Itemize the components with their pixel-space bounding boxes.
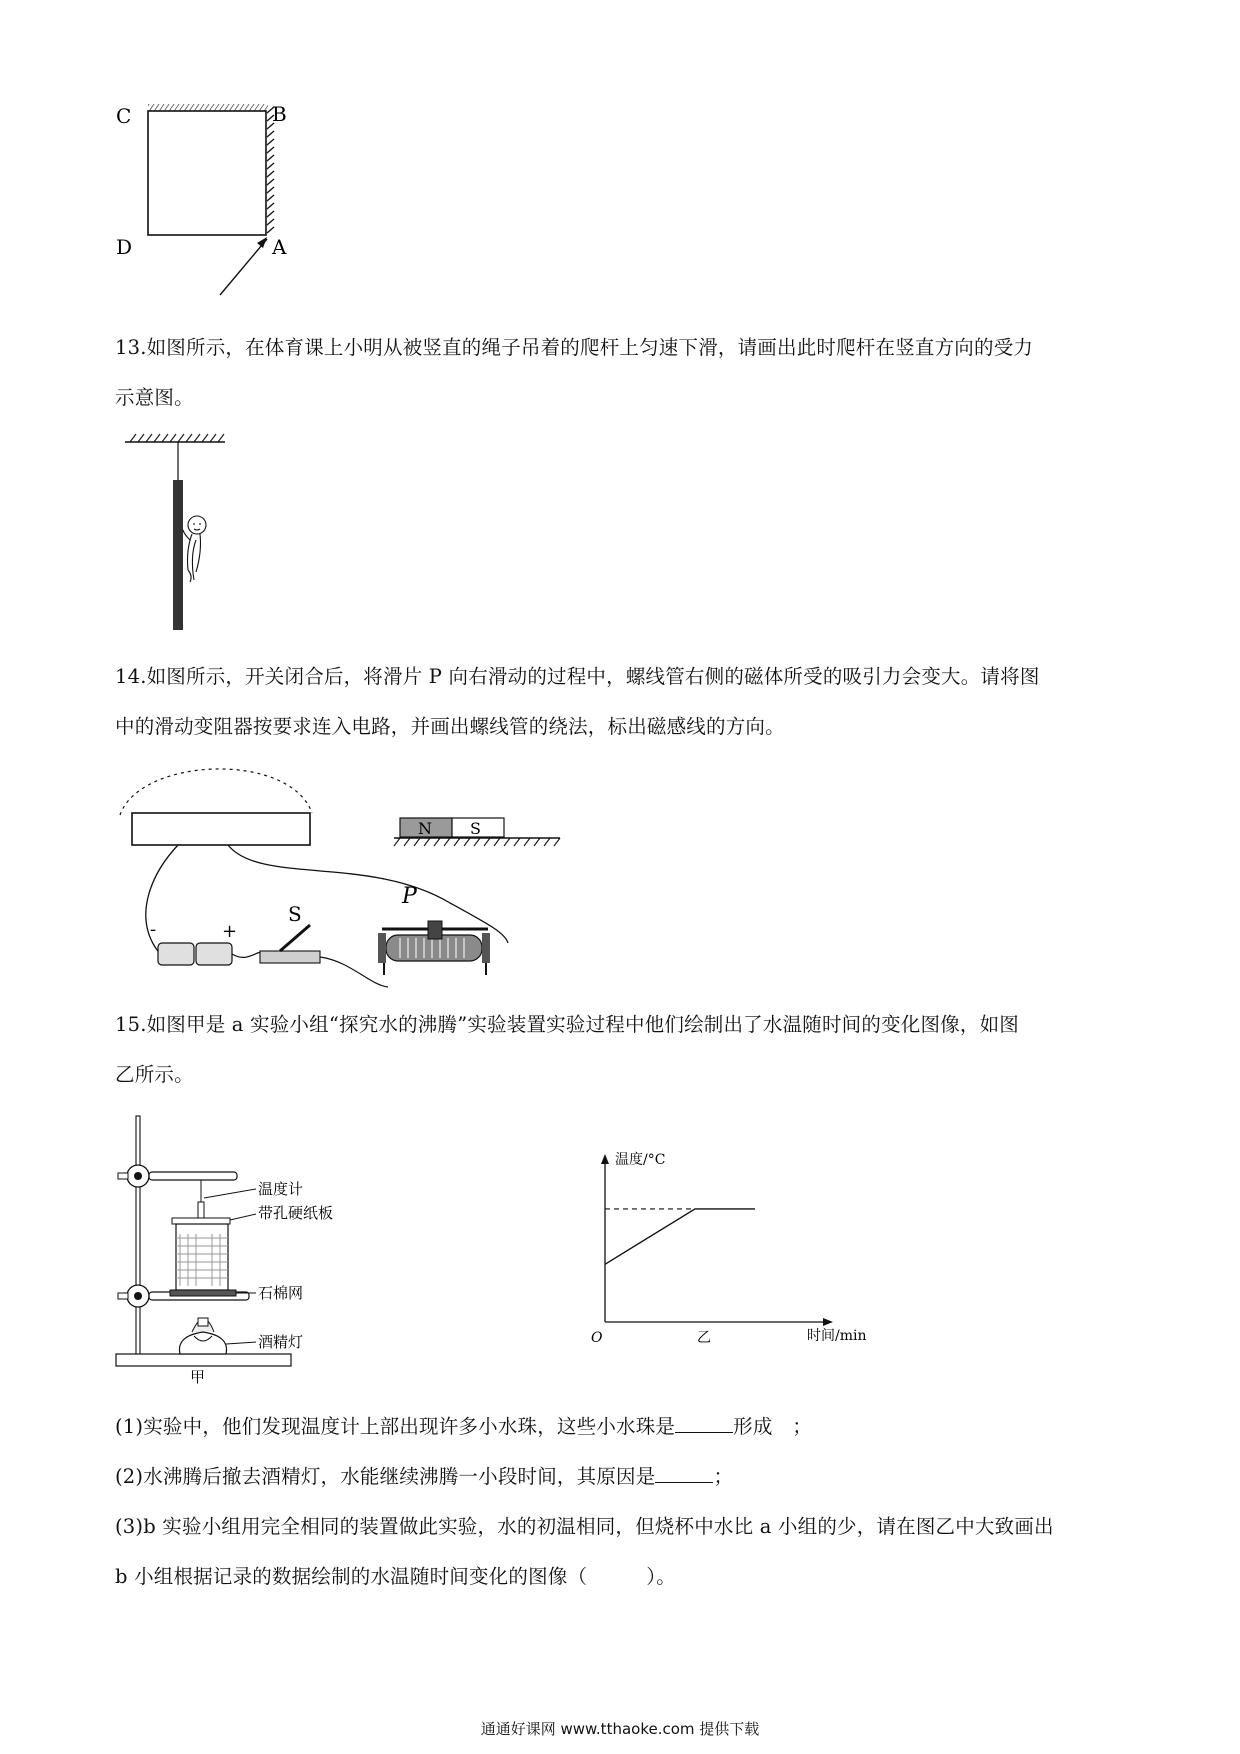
y-axis-arrow: [601, 1154, 609, 1164]
magnet-n-label: N: [418, 819, 432, 838]
x-axis-arrow: [823, 1318, 833, 1326]
sliding-rheostat: [378, 921, 490, 975]
figure-13-climbing-pole: [110, 430, 310, 640]
label-gauze: 石棉网: [258, 1284, 304, 1302]
label-a: A: [272, 235, 287, 259]
question-14-line-2: 中的滑动变阻器按要求连入电路，并画出螺线管的绕法，标出磁感线的方向。: [115, 715, 785, 738]
figure-15b-temperature-chart: [580, 1150, 867, 1370]
question-13-line-1: 13.如图所示，在体育课上小明从被竖直的绳子吊着的爬杆上匀速下滑，请画出此时爬杆在竖直方向的受力: [115, 336, 1034, 359]
label-b: B: [272, 102, 287, 126]
solenoid: [132, 813, 310, 845]
question-15-line-1: 15.如图甲是 a 实验小组“探究水的沸腾”实验装置实验过程中他们绘制出了水温随时间的变化图像，如图: [115, 1013, 1019, 1036]
incident-ray: [220, 239, 267, 295]
question-13: [115, 323, 1155, 423]
label-thermometer: 温度计: [258, 1180, 304, 1198]
stand-base: [116, 1354, 291, 1366]
pole: [173, 480, 183, 630]
label-cardboard: 带孔硬纸板: [258, 1204, 334, 1222]
answer-blank-1[interactable]: [675, 1412, 733, 1433]
sub-question-3-line-1: (3)b 实验小组用完全相同的装置做此实验，水的初温相同，但烧杯中水比 a 小组的少，请在图乙中大致画出: [115, 1515, 1054, 1538]
x-axis-label: 时间/min: [807, 1328, 867, 1344]
figure-12-mirror-diagram: [100, 95, 330, 320]
slider-label: P: [402, 884, 417, 909]
sub-questions: [115, 1402, 1155, 1602]
temperature-line-a: [605, 1209, 755, 1264]
origin-label: O: [591, 1330, 603, 1346]
switch-base: [260, 951, 320, 963]
question-14-line-1: 14.如图所示，开关闭合后，将滑片 P 向右滑动的过程中，螺线管右侧的磁体所受的吸引力会变大。请将图: [115, 665, 1040, 688]
y-axis-label: 温度/°C: [615, 1152, 666, 1168]
boy-figure: [183, 516, 206, 582]
figure-14-solenoid-circuit: [110, 755, 580, 1005]
switch-lever: [280, 925, 310, 951]
question-15-line-2: 乙所示。: [115, 1063, 194, 1086]
asbestos-gauze: [170, 1290, 236, 1296]
sub-question-1: (1)实验中，他们发现温度计上部出现许多小水珠，这些小水珠是 形成 ；: [115, 1402, 1155, 1452]
cardboard-lid: [172, 1218, 230, 1224]
question-15: [115, 1000, 1155, 1100]
question-14: [115, 652, 1155, 752]
slider-p: [428, 921, 442, 939]
switch-label: S: [288, 902, 302, 926]
magnet-s-label: S: [470, 819, 481, 838]
square: [148, 111, 266, 235]
battery-negative: -: [150, 919, 157, 940]
sub-question-3-line-2: b 小组根据记录的数据绘制的水温随时间变化的图像（ ）。: [115, 1565, 676, 1588]
caption-yi: 乙: [697, 1330, 711, 1346]
battery-positive: +: [222, 921, 238, 942]
figure-15a-boiling-apparatus: [108, 1110, 478, 1386]
label-lamp: 酒精灯: [258, 1333, 304, 1351]
alcohol-lamp: [179, 1332, 226, 1354]
caption-jia: 甲: [190, 1368, 206, 1386]
sub-question-2: (2)水沸腾后撤去酒精灯，水能继续沸腾一小段时间，其原因是 ；: [115, 1452, 1155, 1502]
battery-cell-1: [158, 943, 194, 965]
battery-cell-2: [196, 943, 232, 965]
question-13-line-2: 示意图。: [115, 386, 194, 409]
label-c: C: [116, 104, 132, 128]
answer-blank-2[interactable]: [655, 1462, 713, 1483]
label-d: D: [116, 235, 133, 259]
page-footer: 通通好课网 www.tthaoke.com 提供下载: [480, 1720, 760, 1738]
